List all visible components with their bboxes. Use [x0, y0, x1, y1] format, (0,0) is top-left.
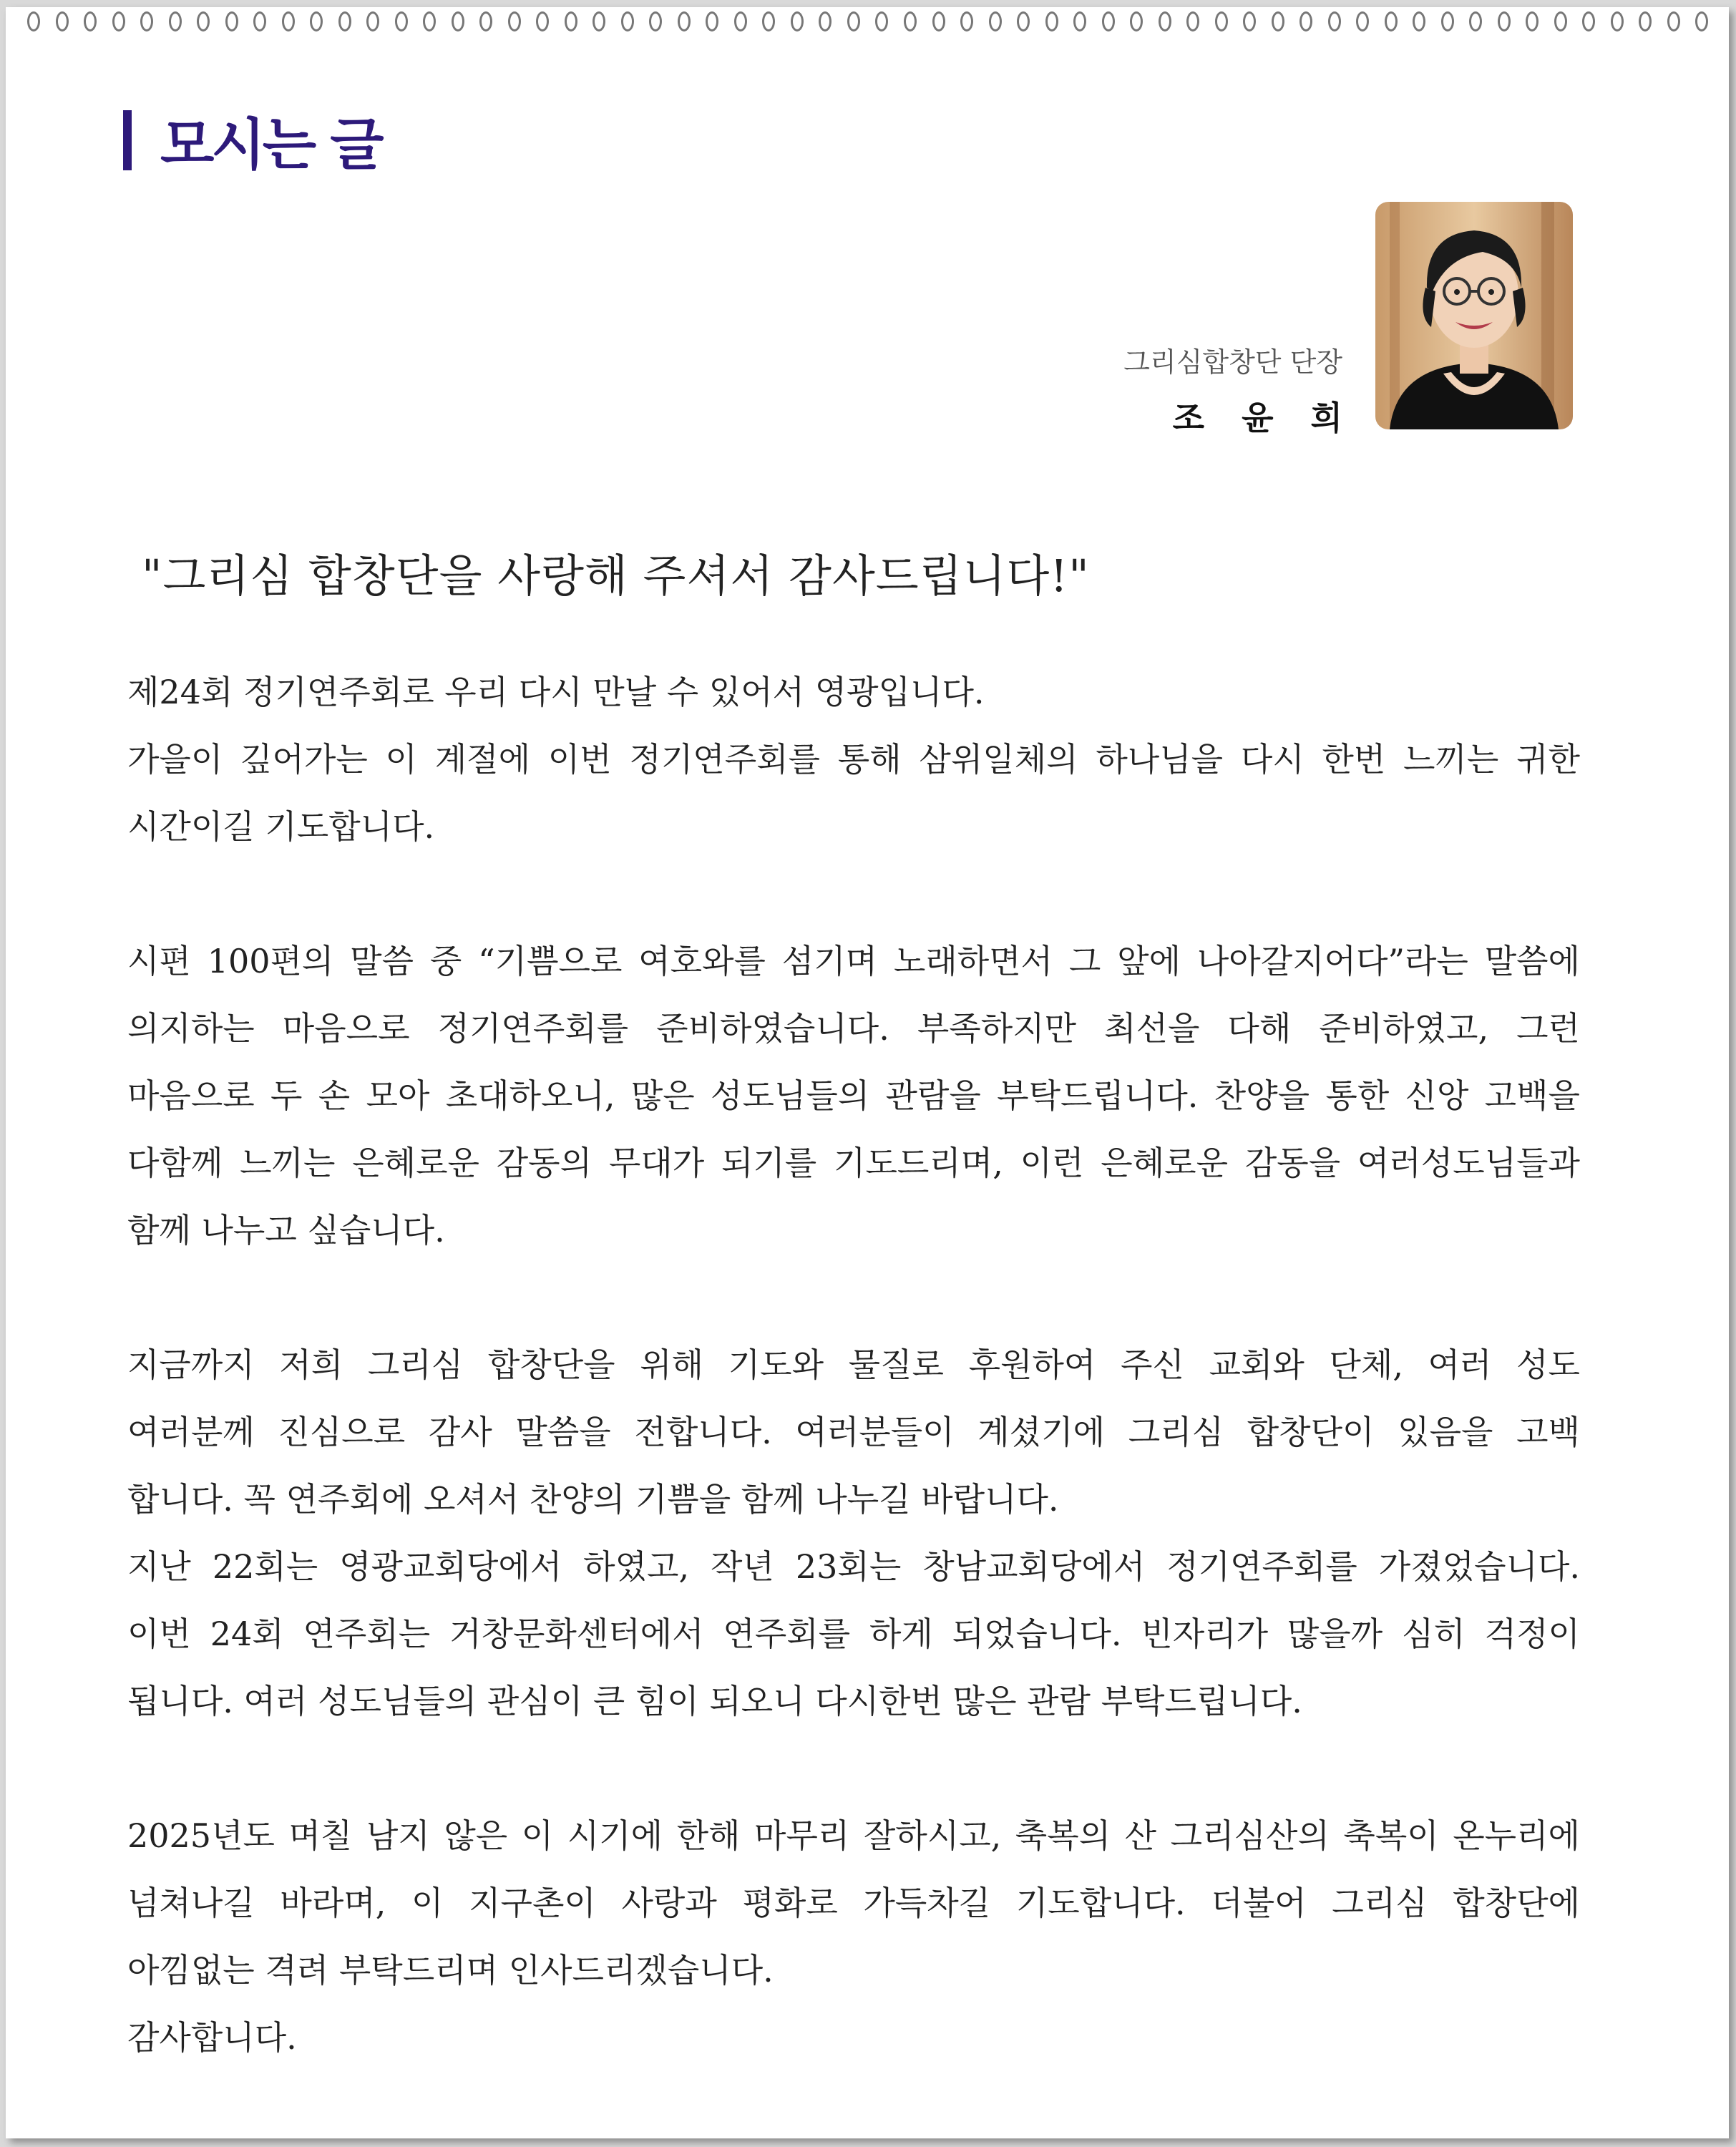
spiral-ring	[1356, 11, 1369, 31]
spiral-ring	[1102, 11, 1115, 31]
spiral-ring	[1695, 11, 1708, 31]
spiral-ring	[536, 11, 549, 31]
text-line: 함께 나누고 싶습니다.	[127, 1211, 445, 1250]
text-line: 넘쳐나길 바라며, 이 지구촌이 사랑과 평화로 가득차길 기도합니다. 더불어 그리심 합창단에	[127, 1884, 1580, 1922]
text-line: 감사합니다.	[127, 2018, 297, 2057]
author-photo	[1375, 202, 1573, 429]
spiral-ring	[734, 11, 747, 31]
spiral-ring	[27, 11, 40, 31]
spiral-ring	[1498, 11, 1511, 31]
spiral-ring	[1413, 11, 1425, 31]
paragraph	[127, 658, 1580, 860]
spiral-ring	[649, 11, 662, 31]
spiral-ring	[1554, 11, 1567, 31]
spiral-ring	[904, 11, 917, 31]
spiral-ring	[1215, 11, 1228, 31]
paragraph	[127, 1802, 1580, 2071]
spiral-ring	[253, 11, 266, 31]
text-line: 아낌없는 격려 부탁드리며 인사드리겠습니다.	[127, 1951, 774, 1990]
text-line: 2025년도 며칠 남지 않은 이 시기에 한해 마무리 잘하시고, 축복의 산 그리심산의 축복이 온누리에	[127, 1816, 1580, 1855]
spiral-ring	[847, 11, 860, 31]
spiral-ring	[1582, 11, 1595, 31]
spiral-ring	[1130, 11, 1143, 31]
section-title-text: 모시는 글	[160, 113, 381, 177]
text-line: 합니다. 꼭 연주회에 오셔서 찬양의 기쁨을 함께 나누길 바랍니다.	[127, 1480, 1059, 1519]
text-line: 됩니다. 여러 성도님들의 관심이 큰 힘이 되오니 다시한번 많은 관람 부탁드립니다.	[127, 1682, 1302, 1720]
text-line: 이번 24회 연주회는 거창문화센터에서 연주회를 하게 되었습니다. 빈자리가 많을까 심히 걱정이	[127, 1615, 1580, 1653]
author-name: 조 윤 희	[1172, 399, 1355, 437]
text-line: 제24회 정기연주회로 우리 다시 만날 수 있어서 영광입니다.	[127, 673, 985, 711]
text-line: 마음으로 두 손 모아 초대하오니, 많은 성도님들의 관람을 부탁드립니다. 찬양을 통한 신앙 고백을	[127, 1076, 1580, 1115]
spiral-ring	[479, 11, 492, 31]
spiral-ring	[169, 11, 182, 31]
text-line: 시편 100편의 말씀 중 “기쁨으로 여호와를 섬기며 노래하면서 그 앞에 나아갈지어다”라는 말씀에	[127, 942, 1580, 980]
author-role: 그리심합창단 단장	[1123, 346, 1342, 378]
spiral-ring	[1469, 11, 1482, 31]
spiral-ring	[1639, 11, 1652, 31]
spiral-ring	[819, 11, 832, 31]
text-line: 시간이길 기도합니다.	[127, 807, 435, 846]
spiral-ring	[1017, 11, 1030, 31]
spiral-ring	[960, 11, 973, 31]
spiral-ring	[56, 11, 69, 31]
text-line: 의지하는 마음으로 정기연주회를 준비하였습니다. 부족하지만 최선을 다해 준비하였고, 그런	[127, 1009, 1580, 1048]
spiral-ring	[762, 11, 775, 31]
spiral-ring	[1272, 11, 1284, 31]
spiral-ring	[282, 11, 295, 31]
spiral-ring	[1159, 11, 1171, 31]
author-block	[1123, 340, 1355, 439]
body-text	[127, 658, 1580, 2071]
spiral-ring	[197, 11, 210, 31]
spiral-ring	[565, 11, 577, 31]
spiral-ring	[1186, 11, 1199, 31]
spiral-ring	[452, 11, 464, 31]
spiral-ring	[678, 11, 691, 31]
section-title-bar	[123, 110, 132, 170]
page	[6, 7, 1729, 2138]
spiral-ring	[366, 11, 379, 31]
spiral-ring	[84, 11, 97, 31]
text-line: 지금까지 저희 그리심 합창단을 위해 기도와 물질로 후원하여 주신 교회와 단체, 여러 성도	[127, 1345, 1580, 1384]
spiral-ring	[1441, 11, 1454, 31]
spiral-ring	[1526, 11, 1538, 31]
spiral-ring	[1299, 11, 1312, 31]
text-line: 다함께 느끼는 은혜로운 감동의 무대가 되기를 기도드리며, 이런 은혜로운 감동을 여러성도님들과	[127, 1144, 1580, 1182]
spiral-ring	[1328, 11, 1341, 31]
spiral-ring	[932, 11, 945, 31]
spiral-ring	[395, 11, 408, 31]
spiral-ring	[791, 11, 804, 31]
spiral-ring	[989, 11, 1002, 31]
spiral-ring	[706, 11, 718, 31]
spiral-ring	[140, 11, 153, 31]
paragraph	[127, 928, 1580, 1264]
spiral-ring	[621, 11, 634, 31]
spiral-ring	[310, 11, 323, 31]
spiral-ring	[423, 11, 436, 31]
text-line: 여러분께 진심으로 감사 말씀을 전합니다. 여러분들이 계셨기에 그리심 합창단이 있음을 고백	[127, 1413, 1580, 1451]
spiral-ring	[875, 11, 888, 31]
spiral-ring	[112, 11, 125, 31]
spiral-ring	[593, 11, 605, 31]
spiral-ring	[225, 11, 238, 31]
spiral-ring	[1611, 11, 1624, 31]
spiral-ring	[338, 11, 351, 31]
spiral-ring	[1243, 11, 1256, 31]
spiral-ring	[1667, 11, 1680, 31]
spiral-ring	[1385, 11, 1398, 31]
spiral-ring	[1045, 11, 1058, 31]
section-title	[123, 100, 381, 180]
paragraph	[127, 1331, 1580, 1735]
spiral-ring	[508, 11, 521, 31]
headline: "그리심 합창단을 사랑해 주셔서 감사드립니다!"	[142, 550, 1090, 602]
text-line: 가을이 깊어가는 이 계절에 이번 정기연주회를 통해 삼위일체의 하나님을 다시 한번 느끼는 귀한	[127, 740, 1580, 779]
spiral-ring	[1073, 11, 1086, 31]
text-line: 지난 22회는 영광교회당에서 하였고, 작년 23회는 창남교회당에서 정기연주회를 가졌었습니다.	[127, 1547, 1580, 1586]
spiral-binding	[27, 7, 1709, 36]
